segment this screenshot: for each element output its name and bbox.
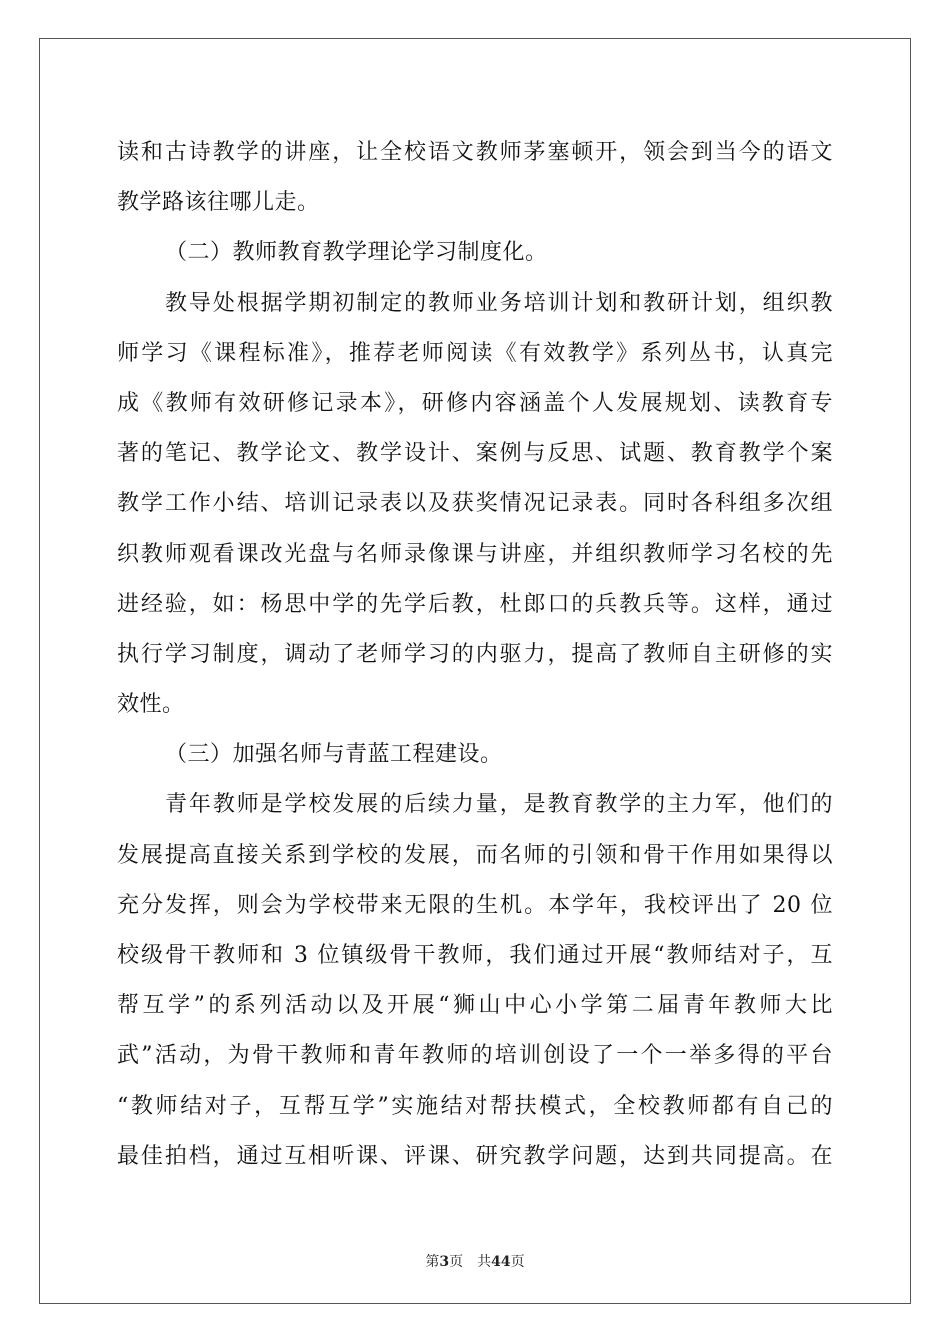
- text-line: 成《教师有效研修记录本》，研修内容涵盖个人发展规划、读教育专: [117, 390, 833, 416]
- text-line: 最佳拍档，通过互相听课、评课、研究教学问题，达到共同提高。在: [117, 1143, 833, 1169]
- footer-page-suffix: 页: [449, 1254, 464, 1270]
- text-line: （三）加强名师与青蓝工程建设。: [165, 742, 503, 768]
- footer-page-prefix: 第: [425, 1254, 440, 1270]
- text-line: 武”活动，为骨干教师和青年教师的培训创设了一个一举多得的平台: [117, 1043, 833, 1069]
- footer-total-suffix: 页: [510, 1254, 525, 1270]
- text-line: 进经验，如：杨思中学的先学后教，杜郎口的兵教兵等。这样，通过: [117, 591, 833, 617]
- text-line: “教师结对子，互帮互学”实施结对帮扶模式，全校教师都有自己的: [117, 1093, 833, 1119]
- text-line: 教导处根据学期初制定的教师业务培训计划和教研计划，组织教: [165, 290, 833, 316]
- footer-page-number: 3: [439, 1254, 450, 1270]
- text-line: 师学习《课程标准》，推荐老师阅读《有效教学》系列丛书，认真完: [117, 340, 833, 366]
- footer-total-pages: 44: [491, 1254, 511, 1270]
- page-footer: [0, 1251, 950, 1271]
- text-line: （二）教师教育教学理论学习制度化。: [165, 240, 548, 266]
- text-line: 教学工作小结、培训记录表以及获奖情况记录表。同时各科组多次组: [117, 491, 833, 517]
- text-line: 著的笔记、教学论文、教学设计、案例与反思、试题、教育教学个案: [117, 441, 833, 467]
- text-line: 发展提高直接关系到学校的发展，而名师的引领和骨干作用如果得以: [117, 842, 833, 868]
- document-body: [117, 128, 833, 1182]
- text-line: 读和古诗教学的讲座，让全校语文教师茅塞顿开，领会到当今的语文: [117, 140, 833, 165]
- text-line: 充分发挥，则会为学校带来无限的生机。本学年，我校评出了 20 位: [117, 892, 833, 918]
- text-line: 帮互学”的系列活动以及开展“狮山中心小学第二届青年教师大比: [117, 993, 833, 1019]
- text-line: 效性。: [117, 692, 185, 718]
- text-line: 执行学习制度，调动了老师学习的内驱力，提高了教师自主研修的实: [117, 641, 833, 667]
- text-line: 织教师观看课改光盘与名师录像课与讲座，并组织教师学习名校的先: [117, 541, 833, 567]
- text-line: 青年教师是学校发展的后续力量，是教育教学的主力军，他们的: [165, 792, 833, 818]
- footer-total-prefix: 共: [477, 1254, 492, 1270]
- text-line: 教学路该往哪儿走。: [117, 190, 320, 216]
- text-line: 校级骨干教师和 3 位镇级骨干教师，我们通过开展“教师结对子，互: [117, 943, 833, 968]
